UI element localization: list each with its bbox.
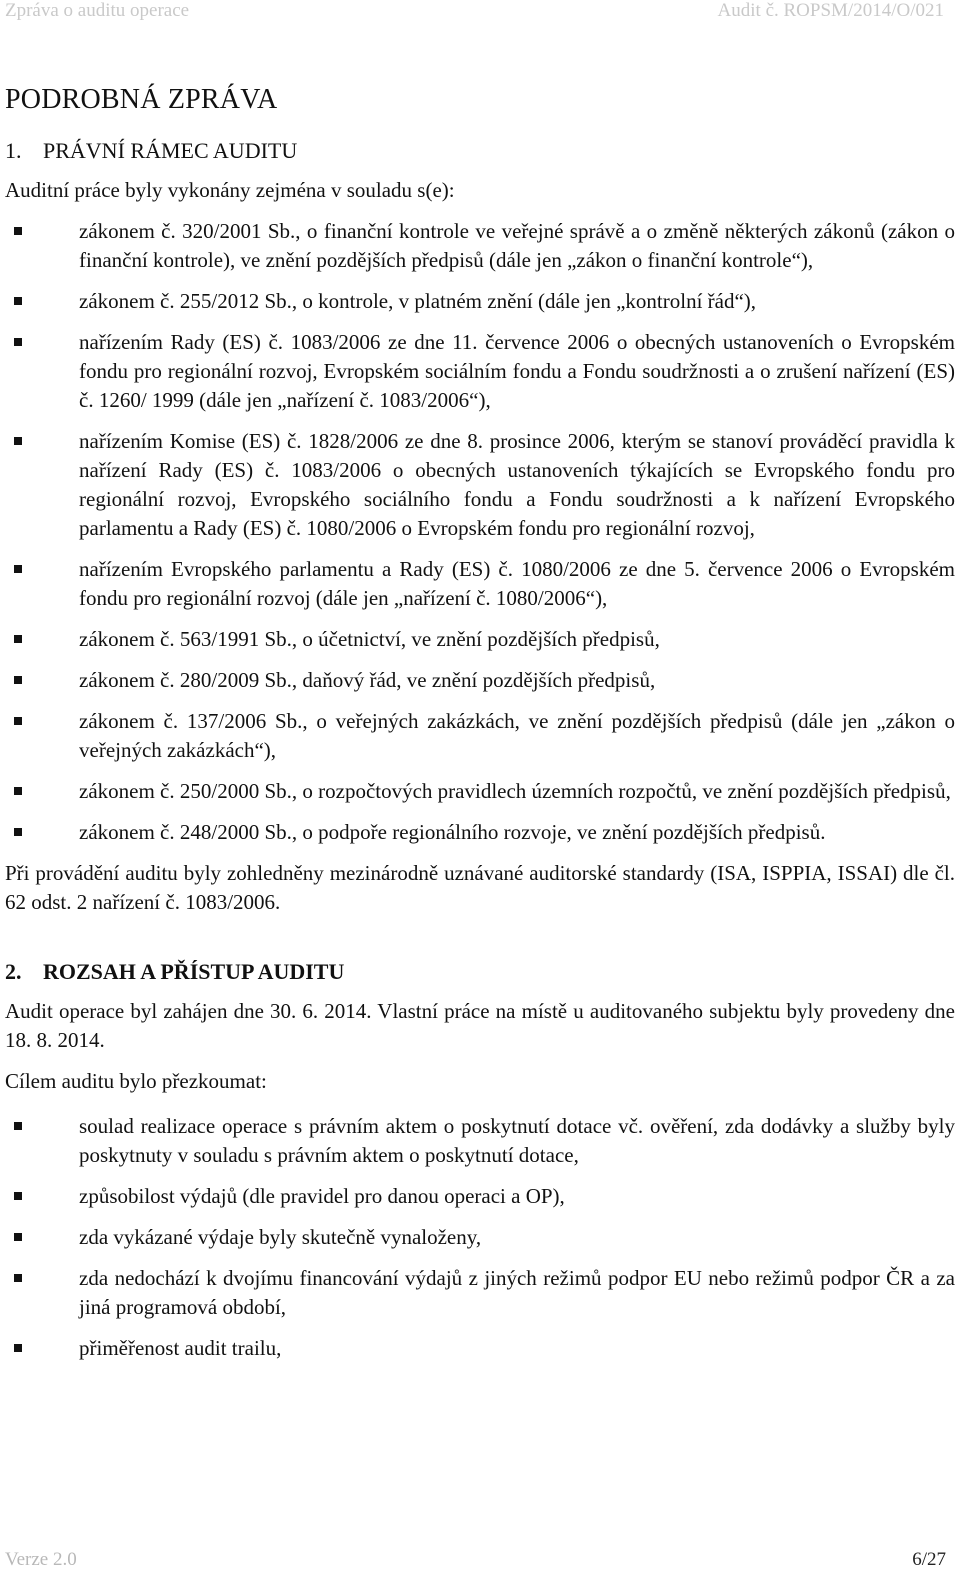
- bullet-square-icon: [14, 338, 22, 346]
- list-item: přiměřenost audit trailu,: [5, 1334, 955, 1363]
- list-item: nařízením Komise (ES) č. 1828/2006 ze dne 8. prosince 2006, kterým se stanoví prováděcí pravidla k nařízení Rady (ES) č. 1083/2006 o obecných ustanoveních týkajících se Evropského fondu pro regionální rozvoj, Evropského sociálního fondu a Fondu soudržnosti a k nařízení Evropského parlamentu a Rady (ES) č. 1080/2006 o Evropském fondu pro regionální rozvoj,: [5, 427, 955, 543]
- section-1-intro: Auditní práce byly vykonány zejména v souladu s(e):: [5, 178, 455, 202]
- list-item: nařízením Evropského parlamentu a Rady (ES) č. 1080/2006 ze dne 5. července 2006 o Evropském fondu pro regionální rozvoj (dále jen „nařízení č. 1080/2006“),: [5, 555, 955, 613]
- section-2-heading: [5, 959, 955, 985]
- list-item: zákonem č. 320/2001 Sb., o finanční kontrole ve veřejné správě a o změně některých zákonů (zákon o finanční kontrole), ve znění pozdějších předpisů (dále jen „zákon o finanční kontrole“),: [5, 217, 955, 275]
- section-1-number: 1.: [5, 138, 22, 163]
- bullet-square-icon: [14, 1192, 22, 1200]
- list-item: zákonem č. 563/1991 Sb., o účetnictví, ve znění pozdějších předpisů,: [5, 625, 955, 654]
- list-item: zda nedochází k dvojímu financování výdajů z jiných režimů podpor EU nebo režimů podpor ČR a za jiná programová období,: [5, 1264, 955, 1322]
- list-item: zda vykázané výdaje byly skutečně vynaloženy,: [5, 1223, 955, 1252]
- bullet-square-icon: [14, 787, 22, 795]
- section-1-title: PRÁVNÍ RÁMEC AUDITU: [43, 138, 298, 163]
- bullet-square-icon: [14, 437, 22, 445]
- main-title: PODROBNÁ ZPRÁVA: [5, 84, 278, 115]
- section-2-para-1: Audit operace byl zahájen dne 30. 6. 2014. Vlastní práce na místě u auditovaného subjektu byly provedeny dne 18. 8. 2014.: [5, 999, 955, 1052]
- bullet-square-icon: [14, 1274, 22, 1282]
- bullet-square-icon: [14, 828, 22, 836]
- page-footer: [5, 1549, 946, 1571]
- bullet-square-icon: [14, 297, 22, 305]
- list-item: způsobilost výdajů (dle pravidel pro danou operaci a OP),: [5, 1182, 955, 1211]
- list-item: zákonem č. 137/2006 Sb., o veřejných zakázkách, ve znění pozdějších předpisů (dále jen „zákon o veřejných zakázkách“),: [5, 707, 955, 765]
- document-body: [5, 84, 955, 1375]
- section-2-number: 2.: [5, 959, 22, 984]
- list-item: soulad realizace operace s právním aktem o poskytnutí dotace vč. ověření, zda dodávky a služby byly poskytnuty v souladu s právním aktem o poskytnutí dotace,: [5, 1112, 955, 1170]
- footer-page-number: 6/27: [912, 1549, 946, 1570]
- list-item: zákonem č. 248/2000 Sb., o podpoře regionálního rozvoje, ve znění pozdějších předpisů.: [5, 818, 955, 847]
- bullet-square-icon: [14, 1233, 22, 1241]
- bullet-square-icon: [14, 635, 22, 643]
- bullet-square-icon: [14, 227, 22, 235]
- footer-version: Verze 2.0: [5, 1549, 77, 1570]
- section-2-title: ROZSAH A PŘÍSTUP AUDITU: [43, 959, 345, 984]
- list-item: nařízením Rady (ES) č. 1083/2006 ze dne 11. července 2006 o obecných ustanoveních o Evropském fondu pro regionální rozvoj, Evropském sociálním fondu a Fondu soudržnosti a o zrušení nařízení (ES) č. 1260/ 1999 (dále jen „nařízení č. 1083/2006“),: [5, 328, 955, 415]
- section-2-para-2: Cílem auditu bylo přezkoumat:: [5, 1069, 267, 1093]
- bullet-square-icon: [14, 565, 22, 573]
- section-1-heading: [5, 138, 955, 164]
- page-header: [5, 0, 944, 26]
- bullet-square-icon: [14, 1344, 22, 1352]
- bullet-square-icon: [14, 1122, 22, 1130]
- list-item: zákonem č. 280/2009 Sb., daňový řád, ve znění pozdějších předpisů,: [5, 666, 955, 695]
- bullet-square-icon: [14, 717, 22, 725]
- audit-scope-list: [5, 1112, 955, 1363]
- header-report-title: Zpráva o auditu operace: [5, 0, 190, 21]
- header-audit-number: Audit č. ROPSM/2014/O/021: [717, 0, 944, 21]
- legal-framework-list: [5, 217, 955, 847]
- section-1-closing: Při provádění auditu byly zohledněny mezinárodně uznávané auditorské standardy (ISA, ISPPIA, ISSAI) dle čl. 62 odst. 2 nařízení č. 1083/2006.: [5, 861, 955, 914]
- list-item: zákonem č. 255/2012 Sb., o kontrole, v platném znění (dále jen „kontrolní řád“),: [5, 287, 955, 316]
- list-item: zákonem č. 250/2000 Sb., o rozpočtových pravidlech územních rozpočtů, ve znění pozdějších předpisů,: [5, 777, 955, 806]
- bullet-square-icon: [14, 676, 22, 684]
